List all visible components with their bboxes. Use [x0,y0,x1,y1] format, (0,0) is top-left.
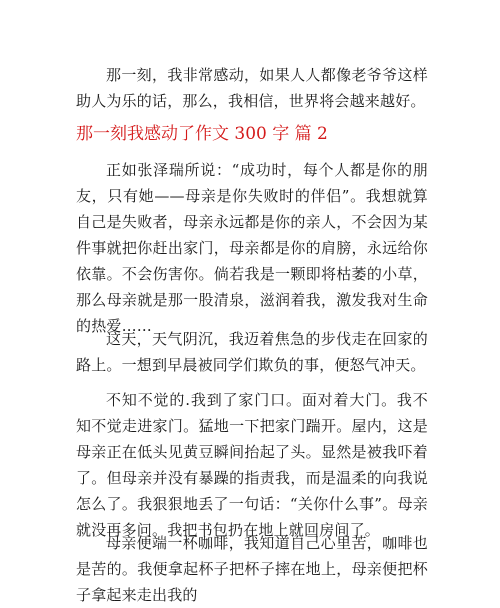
body-paragraph: 正如张泽瑞所说：“成功时，每个人都是你的朋友，只有她——母亲是你失败时的伴侣”。我想就算自己是失败者，母亲永远都是你的亲人，不会因为某件事就把你赶出家门，母亲都是你的肩膀，永远给你依靠。不会伤害你。倘若我是一颗即将枯萎的小草，那么母亲就是那一股清泉，滋润着我，激发我对生命的热爱…… [76,161,428,335]
section-heading: 那一刻我感动了作文 300 字 篇 2 [76,124,328,144]
body-paragraph: 不知不觉的.我到了家门口。面对着大门。我不知不觉走进家门。猛地一下把家门踹开。屋内，这是母亲正在低头见黄豆瞬间抬起了头。显然是被我吓着了。但母亲并没有暴躁的指责我，而是温柔的向我说怎么了。我狠狠地丢了一句话：“关你什么事”。母亲就没再多问。我把书包扔在地上就回房间了。 [76,391,428,539]
body-paragraph: 那一刻，我非常感动，如果人人都像老爷爷这样助人为乐的话，那么，我相信，世界将会越来越好。 [76,66,428,110]
body-paragraph: 母亲便端一杯咖啡，我知道自己心里苦，咖啡也是苦的。我便拿起杯子把杯子摔在地上，母亲便把杯子拿起来走出我的 [76,534,428,604]
body-paragraph: 这天，天气阴沉，我迈着焦急的步伐走在回家的路上。一想到早晨被同学们欺负的事，便怒气冲天。 [76,330,428,374]
